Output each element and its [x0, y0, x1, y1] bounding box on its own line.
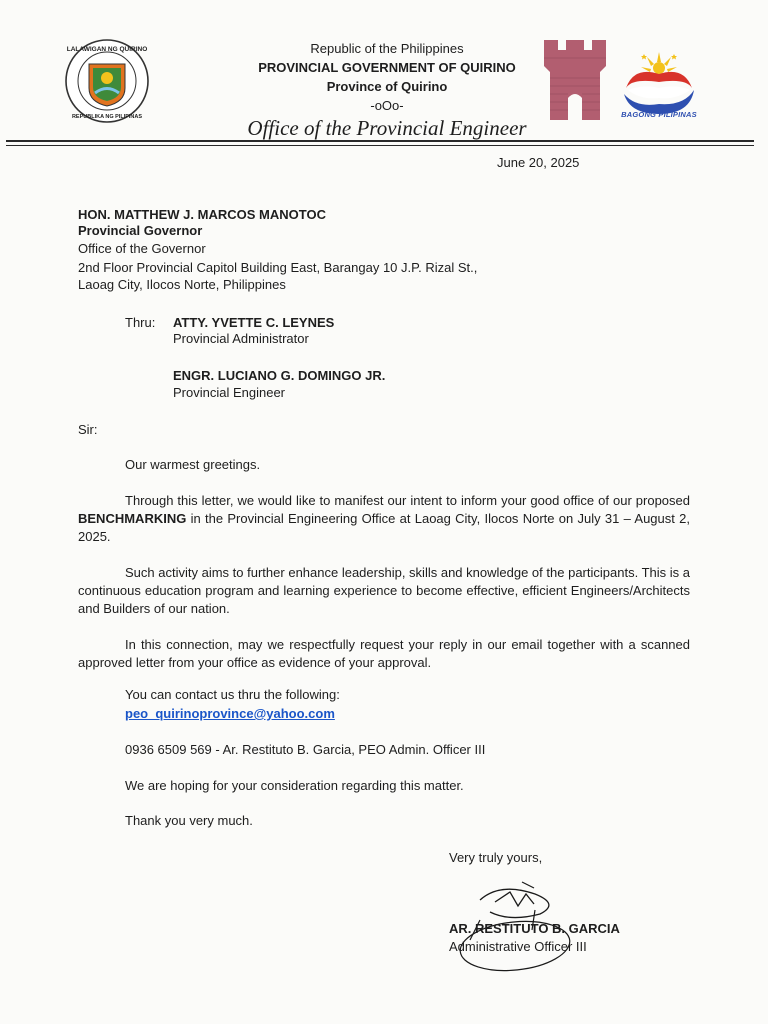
paragraph-intent-before: Through this letter, we would like to manifest our intent to inform your good office of our proposed — [125, 493, 690, 508]
closing: Very truly yours, — [449, 850, 543, 865]
greeting: Our warmest greetings. — [125, 457, 261, 472]
letterhead-text — [222, 39, 552, 141]
hoping-line: We are hoping for your consideration regarding this matter. — [125, 778, 464, 793]
tower-logo-icon — [540, 40, 610, 120]
paragraph-purpose-text: Such activity aims to further enhance leadership, skills and knowledge of the participants. This is a continuous education program and learning experience to become effective, efficient Engineers/Architects and Builders of our nation. — [78, 565, 690, 616]
letterhead-republic: Republic of the Philippines — [310, 41, 464, 56]
addressee-position: Provincial Governor — [78, 223, 203, 238]
thru-label: Thru: — [125, 315, 156, 330]
thru-person1-title: Provincial Administrator — [173, 331, 309, 346]
letterhead-office-title: Office of the Provincial Engineer — [247, 116, 527, 140]
contact-phone: 0936 6509 569 - Ar. Restituto B. Garcia, PEO Admin. Officer III — [125, 742, 486, 757]
signatory-title: Administrative Officer III — [449, 939, 587, 954]
header-rule-thick — [6, 140, 754, 142]
addressee-name: HON. MATTHEW J. MARCOS MANOTOC — [78, 207, 326, 222]
signatory-name: AR. RESTITUTO B. GARCIA — [449, 921, 620, 936]
seal-text-bottom: REPUBLIKA NG PILIPINAS — [71, 114, 143, 120]
header-rule-thin — [6, 145, 754, 146]
addressee-address-line2: Laoag City, Ilocos Norte, Philippines — [78, 277, 286, 292]
letterhead-province: Province of Quirino — [326, 79, 448, 94]
thru-person2-title: Provincial Engineer — [173, 385, 286, 400]
addressee-office: Office of the Governor — [78, 241, 206, 256]
thru-person2-name: ENGR. LUCIANO G. DOMINGO JR. — [173, 368, 386, 383]
bagong-pilipinas-text: BAGONG PILIPINAS — [621, 110, 697, 119]
paragraph-request — [78, 636, 690, 672]
salutation: Sir: — [78, 422, 98, 437]
letterhead-provincial-government: PROVINCIAL GOVERNMENT OF QUIRINO — [258, 60, 516, 75]
paragraph-intent-bold: BENCHMARKING — [78, 511, 187, 526]
paragraph-intent — [78, 492, 690, 546]
contact-intro: You can contact us thru the following: — [125, 687, 340, 702]
seal-text-top: LALAWIGAN NG QUIRINO — [66, 46, 148, 53]
thanks-line: Thank you very much. — [125, 813, 253, 828]
letter-date: June 20, 2025 — [497, 155, 580, 170]
thru-person1-name: ATTY. YVETTE C. LEYNES — [173, 315, 335, 330]
paragraph-intent-after: in the Provincial Engineering Office at Laoag City, Ilocos Norte on July 31 – August 2, 2025. — [78, 511, 690, 544]
contact-email-link[interactable]: peo_quirinoprovince@yahoo.com — [125, 706, 335, 721]
addressee-address-line1: 2nd Floor Provincial Capitol Building East, Barangay 10 J.P. Rizal St., — [78, 260, 478, 275]
quirino-seal-icon — [64, 38, 150, 124]
paragraph-request-text: In this connection, may we respectfully request your reply in our email together with a scanned approved letter from your office as evidence of your approval. — [78, 637, 690, 670]
paragraph-purpose — [78, 564, 690, 618]
letterhead-separator: -oOo- — [370, 98, 404, 113]
